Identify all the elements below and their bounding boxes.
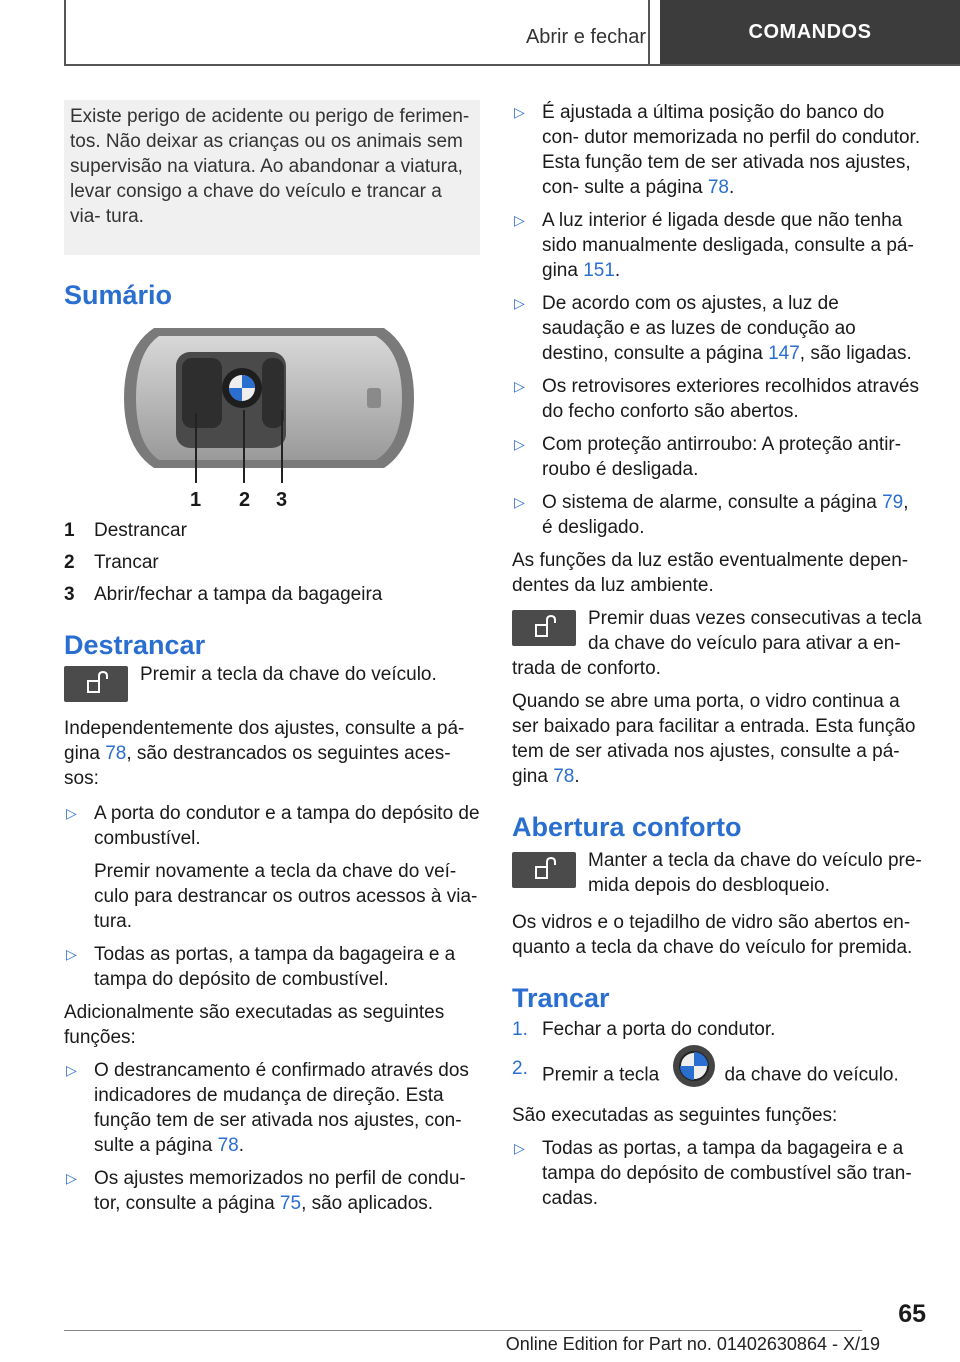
legend xyxy=(64,518,480,607)
bmw-key-button-icon xyxy=(672,1044,716,1095)
list-item: ▷ De acordo com os ajustes, a luz de saudação e as luzes de condução ao destino, consulte a página 147, são ligadas. xyxy=(514,293,912,364)
triangle-right-icon: ▷ xyxy=(66,1062,77,1078)
page-link[interactable]: 151 xyxy=(583,260,615,281)
left-column xyxy=(64,100,480,1224)
triangle-right-icon: ▷ xyxy=(514,212,525,228)
heading-abertura-conforto: Abertura conforto xyxy=(512,812,742,842)
unlock-key-icon xyxy=(64,666,128,702)
destrancar-para2: Adicionalmente são executadas as seguintes funções: xyxy=(64,1002,445,1048)
header-rule xyxy=(64,64,960,66)
figure-label-2: 2 xyxy=(239,489,251,511)
window-note: Quando se abre uma porta, o vidro continua a ser baixado para facilitar a entrada. Esta função tem de ser ativada nos ajustes, consulte a pá- gina 78. xyxy=(512,691,916,787)
trancar-para: São executadas as seguintes funções: xyxy=(512,1105,838,1126)
abertura-intro: Manter a tecla da chave do veículo pre- mida depois do desbloqueio. xyxy=(512,848,924,898)
key-fob-illustration xyxy=(64,318,480,518)
list-item: ▷ A porta do condutor e a tampa do depósito de combustível. Premir novamente a tecla da chave do veí- culo para destrancar os outros acessos à via- tura. xyxy=(66,803,480,932)
page-link[interactable]: 78 xyxy=(217,1135,239,1156)
page-link[interactable]: 78 xyxy=(553,766,575,787)
page-link[interactable]: 78 xyxy=(707,177,729,198)
footer-rule xyxy=(64,1330,862,1331)
destrancar-intro-text: Premir a tecla da chave do veículo. xyxy=(140,664,437,685)
legend-item: 3 Abrir/fechar a tampa da bagageira xyxy=(64,584,383,605)
heading-sumario: Sumário xyxy=(64,280,173,310)
triangle-right-icon: ▷ xyxy=(514,1140,525,1156)
header-divider-mid xyxy=(648,0,650,66)
comfort-entry: Premir duas vezes consecutivas a tecla da chave do veículo para ativar a en- trada de conforto. xyxy=(512,608,922,679)
header-section-title: Abrir e fechar xyxy=(525,26,646,48)
list-item: ▷ O destrancamento é confirmado através dos indicadores de mudança de direção. Esta função tem de ser ativada nos ajustes, con- sulte a página 78. xyxy=(66,1060,469,1156)
list-item: ▷ Todas as portas, a tampa da bagageira e a tampa do depósito de combustível. xyxy=(66,944,456,990)
triangle-right-icon: ▷ xyxy=(514,295,525,311)
destrancar-intro xyxy=(64,662,480,706)
page-link[interactable]: 79 xyxy=(882,492,904,513)
header-divider-left xyxy=(64,0,66,66)
list-item: ▷ É ajustada a última posição do banco do con- dutor memorizada no perfil do condutor. Esta função tem de ser ativada nos ajustes, con- sulte a página 78. xyxy=(514,102,921,198)
key-figure xyxy=(64,318,480,518)
figure-label-1: 1 xyxy=(190,489,202,511)
warning-box: Existe perigo de acidente ou perigo de ferimen- tos. Não deixar as crianças ou os animais sem supervisão na viatura. Ao abandonar a viatura, levar consigo a chave do veículo e trancar a via- tura. xyxy=(64,100,480,255)
legend-item: 1 Destrancar xyxy=(64,520,187,541)
triangle-right-icon: ▷ xyxy=(514,494,525,510)
step-item: 1. Fechar a porta do condutor. xyxy=(512,1019,776,1040)
right-column xyxy=(512,100,924,1219)
unlock-key-icon xyxy=(512,852,576,888)
triangle-right-icon: ▷ xyxy=(66,1170,77,1186)
triangle-right-icon: ▷ xyxy=(514,104,525,120)
page-link[interactable]: 78 xyxy=(105,743,127,764)
triangle-right-icon: ▷ xyxy=(66,805,77,821)
list-item: ▷ Os ajustes memorizados no perfil de condu- tor, consulte a página 75, são aplicados. xyxy=(66,1168,466,1214)
footer-edition: Online Edition for Part no. 01402630864 - X/19 xyxy=(505,1334,880,1354)
list-item: ▷ A luz interior é ligada desde que não tenha sido manualmente desligada, consulte a pá- gina 151. xyxy=(514,210,914,281)
legend-item: 2 Trancar xyxy=(64,552,159,573)
abertura-para: Os vidros e o tejadilho de vidro são abertos en- quanto a tecla da chave do veículo for premida. xyxy=(512,912,913,958)
list-item: ▷ Os retrovisores exteriores recolhidos através do fecho conforto são abertos. xyxy=(514,376,919,422)
heading-trancar: Trancar xyxy=(512,983,610,1013)
unlock-key-icon xyxy=(512,610,576,646)
page-number: 65 xyxy=(898,1300,926,1328)
light-note: As funções da luz estão eventualmente depen- dentes da luz ambiente. xyxy=(512,550,909,596)
triangle-right-icon: ▷ xyxy=(66,946,77,962)
figure-label-3: 3 xyxy=(276,489,288,511)
triangle-right-icon: ▷ xyxy=(514,436,525,452)
step-item: 2. Premir a tecla da chave do veículo. xyxy=(512,1056,924,1095)
destrancar-para1: Independentemente dos ajustes, consulte a pá- gina 78, são destrancados os seguintes aces- sos: xyxy=(64,718,465,789)
page-link[interactable]: 147 xyxy=(768,343,800,364)
page-link[interactable]: 75 xyxy=(279,1193,302,1214)
heading-destrancar: Destrancar xyxy=(64,630,206,660)
list-item: ▷ Com proteção antirroubo: A proteção antir- roubo é desligada. xyxy=(514,434,902,480)
header-chapter-tab: COMANDOS xyxy=(660,0,960,64)
list-item: ▷ Todas as portas, a tampa da bagageira e a tampa do depósito de combustível são tran- cadas. xyxy=(514,1138,912,1209)
list-item: ▷ O sistema de alarme, consulte a página 79, é desligado. xyxy=(514,492,909,538)
triangle-right-icon: ▷ xyxy=(514,378,525,394)
